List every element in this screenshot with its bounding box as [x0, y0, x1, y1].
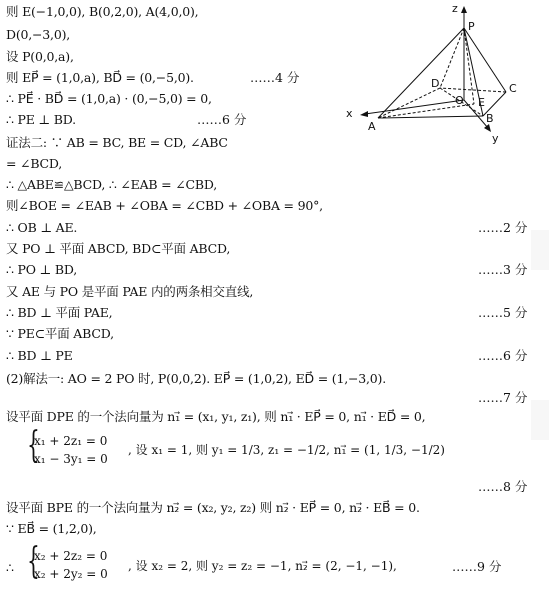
- text-line: ∴ OB ⊥ AE.: [6, 220, 78, 235]
- label-b: B: [486, 112, 494, 125]
- text-line: ∴ △ABE≌△BCD, ∴ ∠EAB = ∠CBD,: [6, 177, 218, 192]
- text-line: ∵ PE⊂平面 ABCD,: [6, 326, 114, 341]
- equation-solution: , 设 x₁ = 1, 则 y₁ = 1/3, z₁ = −1/2, n₁⃗ = (1, 1/3, −1/2): [128, 443, 445, 457]
- label-a: A: [368, 120, 376, 133]
- scan-mark: [531, 400, 549, 440]
- text-line: 设平面 DPE 的一个法向量为 n₁⃗ = (x₁, y₁, z₁), 则 n₁⃗ · EP⃗ = 0, n₁⃗ · ED⃗ = 0,: [6, 409, 426, 424]
- score-label: ……9 分: [452, 559, 502, 574]
- label-y: y: [492, 132, 499, 145]
- text-line: D(0,−3,0),: [6, 27, 71, 42]
- score-label: ……6 分: [478, 348, 528, 363]
- equation-2: x₂ + 2y₂ = 0: [34, 567, 108, 581]
- score-label: ……4 分: [250, 70, 300, 85]
- text-line: ∴ BD ⊥ PE: [6, 348, 73, 363]
- text-line: 又 PO ⊥ 平面 ABCD, BD⊂平面 ABCD,: [6, 241, 231, 256]
- text-line: ∴ BD ⊥ 平面 PAE,: [6, 305, 113, 320]
- z-arrow-icon: [461, 6, 467, 13]
- text-line: ∴ PO ⊥ BD,: [6, 262, 78, 277]
- label-e: E: [478, 96, 485, 109]
- edge-pa: [378, 28, 464, 118]
- score-label: ……8 分: [478, 479, 528, 494]
- x-axis: [365, 100, 464, 114]
- text-line: 又 AE 与 PO 是平面 PAE 内的两条相交直线,: [6, 284, 254, 299]
- label-d: D: [431, 77, 440, 90]
- text-line: (2)解法一: AO = 2 PO 时, P(0,0,2). EP⃗ = (1,0,2), ED⃗ = (1,−3,0).: [6, 371, 386, 386]
- text-line: ∴ PE⃗ · BD⃗ = (1,0,a) · (0,−5,0) = 0,: [6, 91, 212, 106]
- equation-1: x₁ + 2z₁ = 0: [34, 434, 108, 448]
- text-line: 则∠BOE = ∠EAB + ∠OBA = ∠CBD + ∠OBA = 90°,: [6, 198, 323, 213]
- text-line: ∵ EB⃗ = (1,2,0),: [6, 521, 97, 536]
- score-label: ……3 分: [478, 262, 528, 277]
- text-line: 证法二: ∵ AB = BC, BE = CD, ∠ABC: [6, 135, 228, 150]
- brace-symbol: {: [27, 425, 40, 466]
- equation-2: x₁ − 3y₁ = 0: [34, 452, 108, 466]
- text-line: = ∠BCD,: [6, 156, 63, 171]
- equation-1: x₂ + 2z₂ = 0: [34, 549, 108, 563]
- score-label: ……7 分: [478, 390, 528, 405]
- label-z: z: [452, 2, 458, 15]
- label-x: x: [346, 107, 353, 120]
- edge-cd: [440, 88, 506, 92]
- text-line: 则 E(−1,0,0), B(0,2,0), A(4,0,0),: [6, 4, 199, 19]
- label-p: P: [468, 20, 475, 33]
- text-line: 则 EP⃗ = (1,0,a), BD⃗ = (0,−5,0).: [6, 70, 194, 85]
- x-arrow-icon: [360, 111, 368, 117]
- edge-pd: [440, 28, 464, 88]
- text-line: 设 P(0,0,a),: [6, 49, 74, 64]
- pyramid-figure: [340, 0, 549, 150]
- therefore-symbol: ∴: [6, 560, 14, 575]
- text-line: 设平面 BPE 的一个法向量为 n₂⃗ = (x₂, y₂, z₂) 则 n₂⃗ · EP⃗ = 0, n₂⃗ · EB⃗ = 0.: [6, 500, 420, 515]
- label-c: C: [509, 82, 517, 95]
- equation-solution: , 设 x₂ = 2, 则 y₂ = z₂ = −1, n₂⃗ = (2, −1, −1),: [128, 559, 397, 573]
- scan-mark: [531, 230, 549, 270]
- score-label: ……2 分: [478, 220, 528, 235]
- edge-ab: [378, 116, 483, 118]
- score-label: ……5 分: [478, 305, 528, 320]
- edge-pc: [464, 28, 506, 92]
- score-label: ……6 分: [197, 112, 247, 127]
- brace-symbol: {: [27, 541, 40, 582]
- text-line: ∴ PE ⊥ BD.: [6, 112, 76, 127]
- label-o: O: [455, 94, 464, 107]
